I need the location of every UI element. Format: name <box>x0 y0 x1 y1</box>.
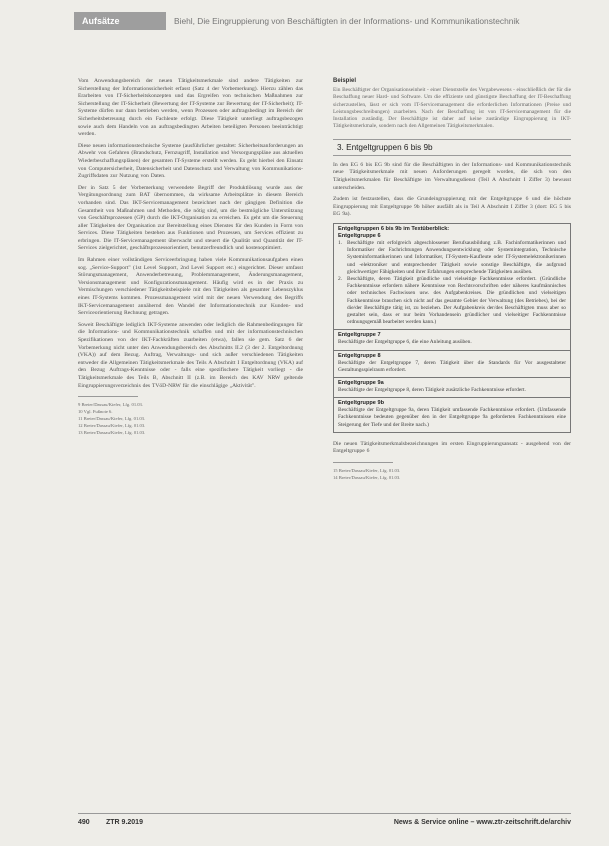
body-paragraph: Die neuen Tätigkeitsmerkmalsbezeichnungen im ersten Eingruppierungsansatz - ausgehend von der Entgeltgruppe 6 <box>333 440 571 455</box>
box-group-title: Entgeltgruppe 7 <box>338 332 381 339</box>
right-column <box>333 78 571 481</box>
body-paragraph: Diese neuen informationstechnische Systeme (ausführlicher gestaltet: Sicherheitsanforderungen an Abwehr von Gefahren (Brandschutz, Fernzugriff, Installation und Versorgungspläne aus aktuellen Wiederbeschaffungsplänen) der gesamten IT-Systeme erstellt werden. Es geht hierbei den Einsatz von Computersicherheit, Datensicherheit und Datenschutz und Verwaltung von Kommunikations-Zugriffsdaten zur Nutzung von Daten. <box>78 142 303 180</box>
box-group-title: Entgeltgruppe 9a <box>338 379 384 386</box>
box-group-title: Entgeltgruppe 9b <box>338 400 384 407</box>
footnote: 13 Breier/Dassau/Kiefer, Lfg. 01.03. <box>78 430 146 436</box>
box-group-text: Beschäftigte der Entgeltgruppe 7, deren Tätigkeit über die Standards für Vor ausgestalteter Gestaltungsspielraum erfordert. <box>338 359 566 373</box>
list-number: 1. <box>338 239 343 246</box>
left-column <box>78 78 303 436</box>
box-group-text: Beschäftigte der Entgeltgruppe 8, deren Tätigkeit zusätzliche Fachkenntnisse erfordert. <box>338 386 526 393</box>
box-section-eg6 <box>334 224 570 329</box>
box-section-eg9b <box>334 397 570 432</box>
box-group-text: Beschäftigte der Entgeltgruppe 9a, deren Tätigkeit umfassende Fachkenntnisse erfordert. (Umfassende Fachkenntnisse bedeuten gegenüber den in der Entgeltgruppe 9a geforderten Fachkenntnissen eine Steigerung der Tiefe und der Breite nach.) <box>338 407 566 428</box>
body-paragraph: Der in Satz 5 der Vorbemerkung verwendete Begriff der Produktlösung wurde aus der Vergütungsordnung zum BAT übernommen, da wirksame Arbeitsplätze in diesem Bereich vorhanden sind. Das IKT-Servicemanagement bezeichnet nach der gängigen Definition die Gesamtheit von Maßnahmen und Methoden, die nötig sind, um die bestmögliche Unterstützung von Geschäftsprozessen (GP) durch die IKT-Organisation zu erreichen. Es geht um die Steuerung aller Tätigkeiten der Organisation zur Bereitstellung eines Dienstes für den Kunden in Form von Services. Diese Tätigkeiten bestehen aus Funktionen und Prozessen, um Services effizient zu erbringen. Die IT-Servicemanagement überwacht und steuert die Qualität und Quantität der IT-Services zielgerichtet, geschäftsprozessorientiert, benutzerfreundlich und kostenoptimiert. <box>78 184 303 252</box>
list-item-text: Beschäftigte mit erfolgreich abgeschlossener Berufsausbildung z.B. Fachinformatikerinnen und Informatiker der Fachrichtungen Anwendungsentwicklung oder Systemintegration, Technische Systeminformatikerinnen und Informatiker, IT-System-Kaufleute oder IT-Systemelektronikerinnen und -elektroniker und entsprechender Tätigkeit sowie sonstige Beschäftigte, die aufgrund gleichwertiger Fähigkeiten und ihrer Erfahrungen entsprechende Tätigkeiten ausüben. <box>347 239 566 275</box>
section-heading: 3. Entgeltgruppen 6 bis 9b <box>333 139 571 156</box>
footnote-rule <box>333 462 393 463</box>
running-title: Biehl, Die Eingruppierung von Beschäftigten in der Informations- und Kommunikationstechnik <box>174 16 520 26</box>
body-paragraph: Vom Anwendungsbereich der neuen Tätigkeitsmerkmale sind andere Tätigkeiten zur Sicherstellung der Informationssicherheit erfasst (Satz 4 der Vorbemerkung). Hierzu zählen das Erarbeiten von IT-Sicherheitskonzepten und das Ergreifen von technischen Maßnahmen zur Sicherstellung der IT-Sicherheit (Bewertung der IT-Systeme zur Bewertung der IT-Sicherheit); IT-Systeme dürfen nur dann betrieben werden, wenn Prozessen oder auftragsbedingt im Bereich der Sicherheitsbetreuung durch ein Fachleute erfolgt. Diese Tätigkeit unterliegt auftragsbezogen sowie auch dem Handeln von an auftragsbedingten Arbeiten beteiligten Personen beeinträchtigt werden. <box>78 78 303 138</box>
journal-issue: ZTR 9.2019 <box>106 819 143 826</box>
box-section-eg9a <box>334 377 570 397</box>
body-paragraph: Im Rahmen einer vollständigen Serviceerbringung haben viele Kommunikationsaufgaben einen sog. „Service-Support" (1st Level Support, 2nd Level Support etc.) eingerichtet. Dieser umfasst Störungsmanagement, Anwenderbetreuung, Problemmanagement, Änderungsmanagement, Versionsmanagement und Konfigurationsmanagement. Häufig wird es in der Praxis zu Vermischungen verschiedener Tätigkeitsbeispiele mit den Tätigkeiten als gesamter Lebenszyklus eines IT-Systems kommen. Prozessmanagement wird mit der neuen Verwendung des Begriffs IKT-Servicemanagement annähernd den Wandel der Informationstechnik zur Kunden- und Serviceorientierung Rechnung getragen. <box>78 257 303 317</box>
box-section-eg7 <box>334 329 570 349</box>
box-overview-title: Entgeltgruppen 6 bis 9b im Textüberblick: <box>338 225 450 232</box>
archive-link[interactable]: News & Service online – www.ztr-zeitschrift.de/archiv <box>393 819 571 826</box>
page-number: 490 <box>78 819 90 826</box>
box-section-eg8 <box>334 350 570 377</box>
list-item-text: Beschäftigte, deren Tätigkeit gründliche und vielseitige Fachkenntnisse erfordert. (Gründliche Fachkenntnisse erfordern nähere Kenntnisse von Rechtsvorschriften oder näheres kaufmännisches oder technisches Fachwissen usw. des Aufgabenkreises. Die gründlichen und vielseitigen Fachkenntnisse brauchen sich nicht auf das gesamte Gebiet der Verwaltung (des Betriebes), bei der die/der Beschäftigte tätig ist, zu beziehen. Der Aufgabenkreis der/des Beschäftigten muss aber so gestaltet sein, dass er nur beim Vorhandensein gründlicher und vielseitiger Fachkenntnisse ordnungsgemäß bearbeitet werden kann.) <box>347 275 566 326</box>
page-header <box>74 12 589 30</box>
body-paragraph: Zudem ist festzustellen, dass die Grundeingruppierung mit der Entgeltgruppe 6 und die höchste Eingruppierung mit Entgeltgruppe 9b höher ausfällt als in Teil A Abschnitt I Ziffer 3 (dort: EG 5 bis EG 9a). <box>333 196 571 218</box>
footnote: 11 Breier/Dassau/Kiefer, Lfg. 01.03. <box>78 416 146 422</box>
box-group-title: Entgeltgruppe 6 <box>338 232 381 239</box>
example-title: Beispiel <box>333 78 357 84</box>
footer-rule <box>78 813 571 814</box>
footnote: 14 Breier/Dassau/Kiefer, Lfg. 01.03. <box>333 474 401 480</box>
list-item <box>338 276 566 326</box>
footnote: 12 Breier/Dassau/Kiefer, Lfg. 01.03. <box>78 423 146 429</box>
footnote: 10 Vgl. Fußnote 6. <box>78 409 113 415</box>
box-group-text: Beschäftigte der Entgeltgruppe 6, die eine Anleitung ausüben. <box>338 339 472 346</box>
example-block <box>333 78 571 131</box>
list-item <box>338 240 566 276</box>
footnote-rule <box>78 396 138 397</box>
list-number: 2. <box>338 275 343 282</box>
footnote: 15 Breier/Dassau/Kiefer, Lfg. 01.03. <box>333 467 401 473</box>
page-footer <box>78 819 571 831</box>
section-badge: Aufsätze <box>74 12 166 30</box>
overview-box <box>333 223 571 433</box>
body-paragraph: Soweit Beschäftigte lediglich IKT-Systeme anwenden oder lediglich die Rahmenbedingungen für die Informations- und Kommunikationstechnik schaffen und mit der informationstechnischen Spezifikationen von der IKT-Fachkräften zuarbeiten (etwa), fallen sie gem. Satz 6 der Vorbemerkung nicht unter den Anwendungsbereich des Abschnitts II.2 (3 der 2. Entgeltordnung (VKA)) auf dem Bezug. Auftrag, Verwaltungs- und sich außer verschiedenen Tätigkeiten entweder die Allgemeinen Tätigkeitsmerkmale des Teils A Abschnitt I Entgeltordnung (VKA) auf den Bezug Auftrags-Kenntnisse oder - falls eine spezifischere Tätigkeit vorliegt - die Tätigkeitsmerkmale des Teils B, Abschnitt II (z.B. im Bereich des KAV NRW geltende Eingruppierungsverzeichnis des TVöD-NRW für die einschlägige „Aktivität". <box>78 321 303 389</box>
box-group-title: Entgeltgruppe 8 <box>338 352 381 359</box>
example-text: Ein Beschäftigter der Organisationseinheit - einer Dienststelle des Vergabewesens - einschließlich der für die Beschaffung neuer Hard- und Software. Um die effiziente und günstigste Beschaffung der IT-Beschaffung sicherzustellen, lässt er sich vom IT-Servicemanagement die erforderlichen Informationen (Preise und Leistungsbeschreibungen) zuarbeiten. Nach der Beschaffung ist von IT-Servicemanagement für die Installation zuständig. Der Beschäftigte ist daher auf keine zuständige Eingruppierung in IKT-Tätigkeitsmerkmale, sondern nach den Allgemeinen Tätigkeitsmerkmalen. <box>333 87 571 130</box>
body-paragraph: In den EG 6 bis EG 9b sind für die Beschäftigten in der Informations- und Kommunikationstechnik neue Tätigkeitsmerkmale mit neuen Anforderungen geregelt worden, die sich von den Tätigkeitsmerkmalen für Beschäftigte im Verwaltungsdienst (Teil A Abschnitt I Ziffer 3) bewusst unterscheiden. <box>333 161 571 191</box>
footnote: 9 Breier/Dassau/Kiefer, Lfg. 01.03. <box>78 402 144 408</box>
